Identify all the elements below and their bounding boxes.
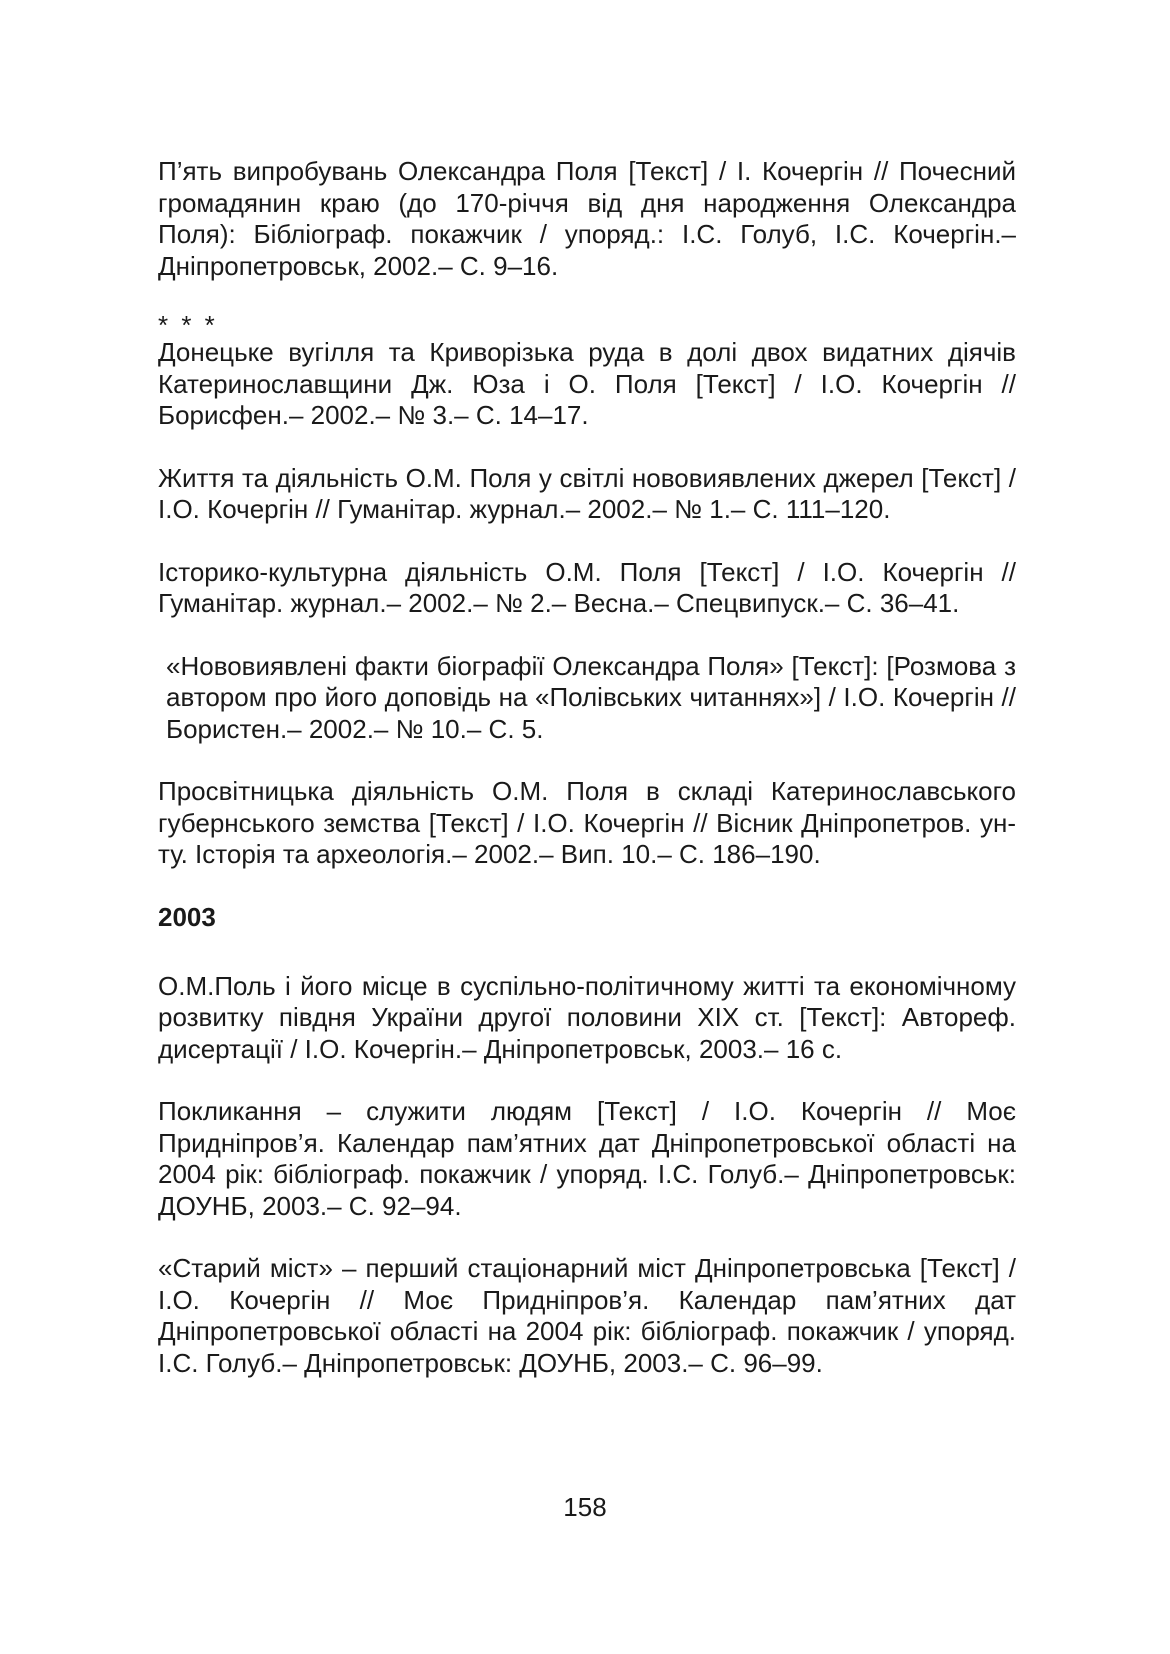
bibliography-entry: Донецьке вугілля та Криворізька руда в долі двох видатних діячів Катеринославщини Дж. Юза і О. Поля [Текст] / І.О. Кочергін // Борисфен.– 2002.– № 3.– С. 14–17. (158, 337, 1016, 430)
bibliography-entry: Покликання – служити людям [Текст] / І.О. Кочергін // Моє Придніпров’я. Календар пам’ятних дат Дніпропетровської області на 2004 рік: бібліограф. покажчик / упоряд. І.С. Голуб.– Дніпропетровськ: ДОУНБ, 2003.– С. 92–94. (158, 1096, 1016, 1221)
bibliography-entry: «Нововиявлені факти біографії Олександра Поля» [Текст]: [Розмова з автором про його доповідь на «Полівських читаннях»] / І.О. Кочергін // Бористен.– 2002.– № 10.– С. 5. (166, 650, 1016, 744)
page-content (158, 156, 1016, 1379)
bibliography-entry: О.М.Поль і його місце в суспільно-політичному житті та економічному розвитку півдня України другої половини ХІХ ст. [Текст]: Автореф. дисертації / І.О. Кочергін.– Дніпропетровськ, 2003.– 16 с. (158, 970, 1016, 1064)
bibliography-entry: П’ять випробувань Олександра Поля [Текст] / І. Кочергін // Почесний громадянин краю (до 170-річчя від дня народження Олександра Поля): Бібліограф. покажчик / упоряд.: І.С. Голуб, І.С. Кочергін.– Дніпропетровськ, 2002.– С. 9–16. (158, 156, 1016, 281)
year-heading: 2003 (158, 901, 216, 932)
bibliography-entry: Історико-культурна діяльність О.М. Поля [Текст] / І.О. Кочергін // Гуманітар. журнал.– 2002.– № 2.– Весна.– Спецвипуск.– С. 36–41. (158, 556, 1016, 618)
page-number: 158 (563, 1492, 607, 1522)
bibliography-entry: Просвітницька діяльність О.М. Поля в складі Катеринославського губернського земства [Текст] / І.О. Кочергін // Вісник Дніпропетров. ун-ту. Історія та археологія.– 2002.– Вип. 10.– С. 186–190. (158, 776, 1016, 869)
bibliography-entry: «Старий міст» – перший стаціонарний міст Дніпропетровська [Текст] / І.О. Кочергін // Моє Придніпров’я. Календар пам’ятних дат Дніпропетровської області на 2004 рік: бібліограф. покажчик / упоряд. І.С. Голуб.– Дніпропетровськ: ДОУНБ, 2003.– С. 96–99. (158, 1253, 1016, 1378)
section-separator: * * * (158, 310, 218, 340)
bibliography-entry: Життя та діяльність О.М. Поля у світлі нововиявлених джерел [Текст] / І.О. Кочергін // Гуманітар. журнал.– 2002.– № 1.– С. 111–120. (158, 462, 1016, 524)
